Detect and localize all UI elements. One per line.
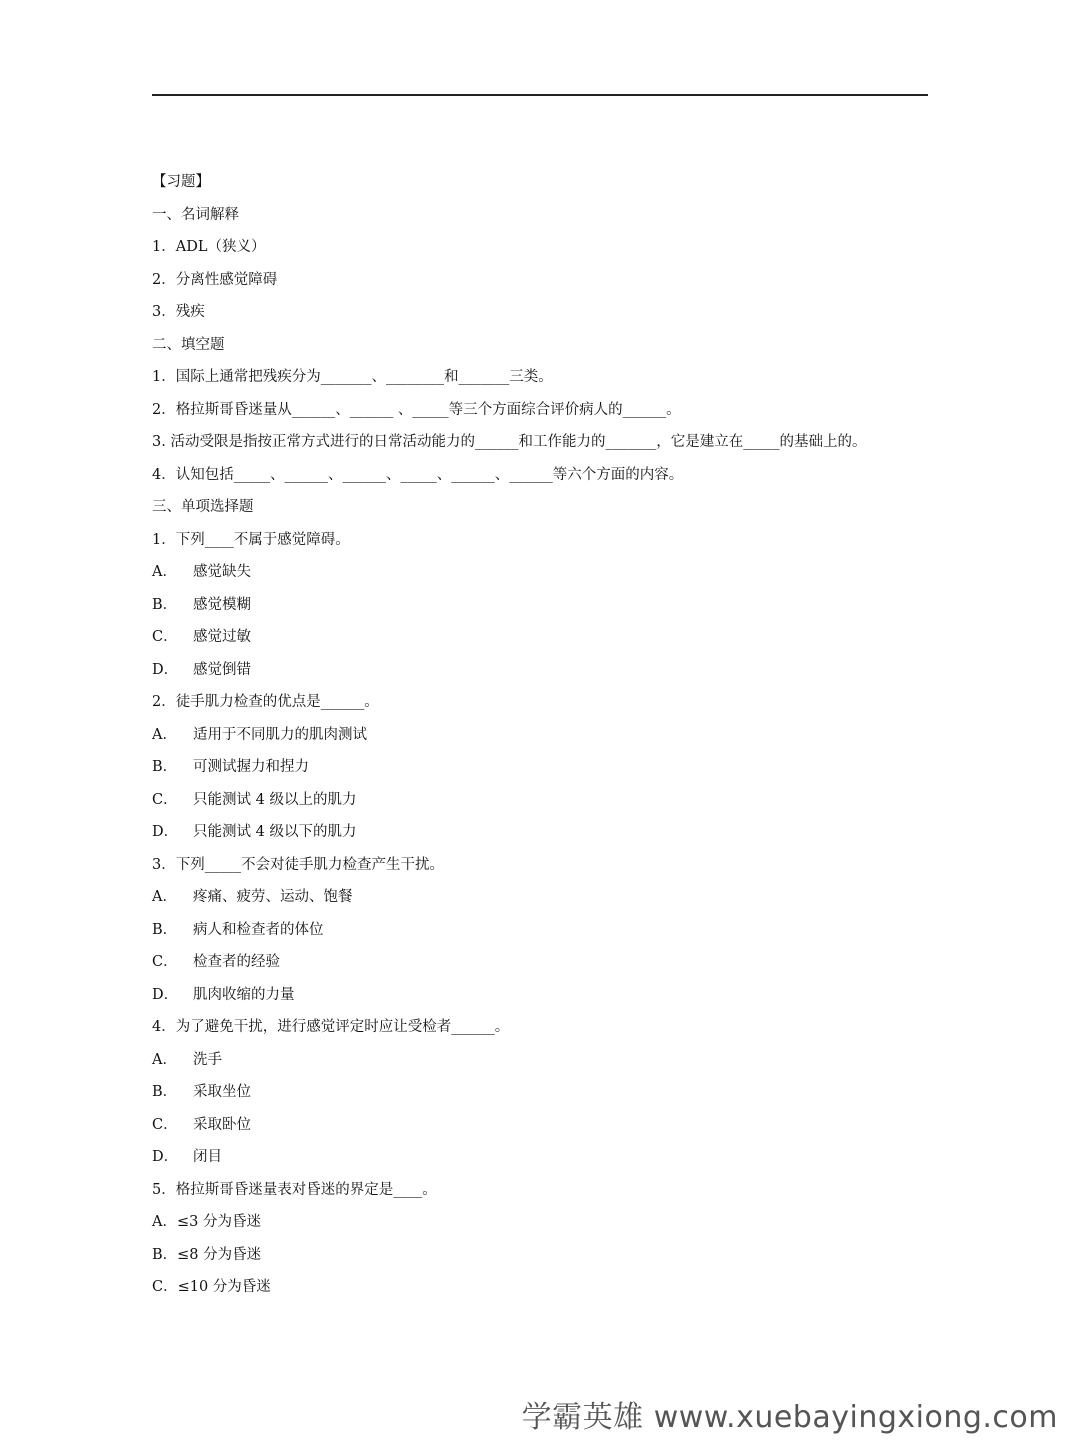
option-letter: A． [152,726,177,743]
option-letter: C． [152,954,178,970]
question-stem: 3．下列_____不会对徒手肌力检查产生干扰。 [152,856,444,873]
fill-blank-item: 1．国际上通常把残疾分为_______、________和_______三类。 [152,369,553,385]
option-letter: D． [152,824,179,840]
option-letter: A． [152,889,177,905]
fill-blank-item: 3. 活动受限是指按正常方式进行的日常活动能力的______和工作能力的_______，它是建立在_____的基础上的。 [152,434,867,450]
option-text: 采取卧位 [193,1116,251,1133]
option [152,589,942,622]
option [152,1109,942,1142]
option-text: 疼痛、疲劳、运动、饱餐 [193,889,353,905]
option-text: 闭目 [193,1149,222,1165]
option [152,946,942,979]
fill-blank-item: 2．格拉斯哥昏迷量从______、______ 、_____等三个方面综合评价病人的______。 [152,401,681,418]
option [152,1141,942,1174]
option [152,1044,942,1077]
part3-heading: 三、单项选择题 [152,499,254,515]
option-letter: C． [152,629,178,645]
site-watermark: 学霸英雄 www.xuebayingxiong.com [521,1400,1058,1435]
option-text: 洗手 [193,1051,222,1068]
option-text: 感觉过敏 [193,629,251,645]
part2-heading: 二、填空题 [152,336,225,353]
option-letter: D． [152,986,179,1003]
term-item: 2．分离性感觉障碍 [152,271,278,288]
option [152,816,942,849]
option-letter: B． [152,596,178,613]
option-letter: D． [152,661,179,678]
option [152,784,942,817]
question-stem: 4．为了避免干扰，进行感觉评定时应让受检者______。 [152,1019,510,1035]
option [152,914,942,947]
exercise-document [152,166,942,1304]
option: A．≤3 分为昏迷 [152,1214,261,1230]
section-title: 【习题】 [152,174,210,190]
option-text: 感觉缺失 [193,564,251,580]
option-letter: B． [152,759,178,775]
option [152,719,942,752]
option-letter: B． [152,1084,178,1100]
option: C．≤10 分为昏迷 [152,1279,271,1295]
option-text: 可测试握力和捏力 [193,759,309,775]
question-stem: 1．下列____不属于感觉障碍。 [152,531,350,548]
option-letter: B． [152,921,178,938]
option-text: 检查者的经验 [193,954,280,970]
option-text: 病人和检查者的体位 [193,921,324,938]
option-text: 适用于不同肌力的肌肉测试 [193,726,367,743]
term-item: 1．ADL（狭义） [152,239,266,255]
question-stem: 5．格拉斯哥昏迷量表对昏迷的界定是____。 [152,1181,437,1198]
option-text: 只能测试 4 级以上的肌力 [193,791,357,808]
option [152,556,942,589]
option-text: 感觉模糊 [193,596,251,613]
part1-heading: 一、名词解释 [152,206,239,223]
option-letter: D． [152,1149,179,1165]
option-letter: C． [152,1116,178,1133]
option [152,881,942,914]
option [152,621,942,654]
option: B．≤8 分为昏迷 [152,1246,262,1263]
option [152,1076,942,1109]
option-text: 采取坐位 [193,1084,251,1100]
option-text: 只能测试 4 级以下的肌力 [193,824,357,840]
term-item: 3．残疾 [152,304,205,320]
header-rule [152,94,928,96]
option-letter: A． [152,564,177,580]
option-text: 感觉倒错 [193,661,251,678]
option-letter: C． [152,791,178,808]
option [152,751,942,784]
option-text: 肌肉收缩的力量 [193,986,295,1003]
option-letter: A． [152,1051,177,1068]
option [152,979,942,1012]
option [152,654,942,687]
fill-blank-item: 4．认知包括_____、______、______、_____、______、______等六个方面的内容。 [152,466,684,483]
question-stem: 2．徒手肌力检查的优点是______。 [152,694,379,710]
